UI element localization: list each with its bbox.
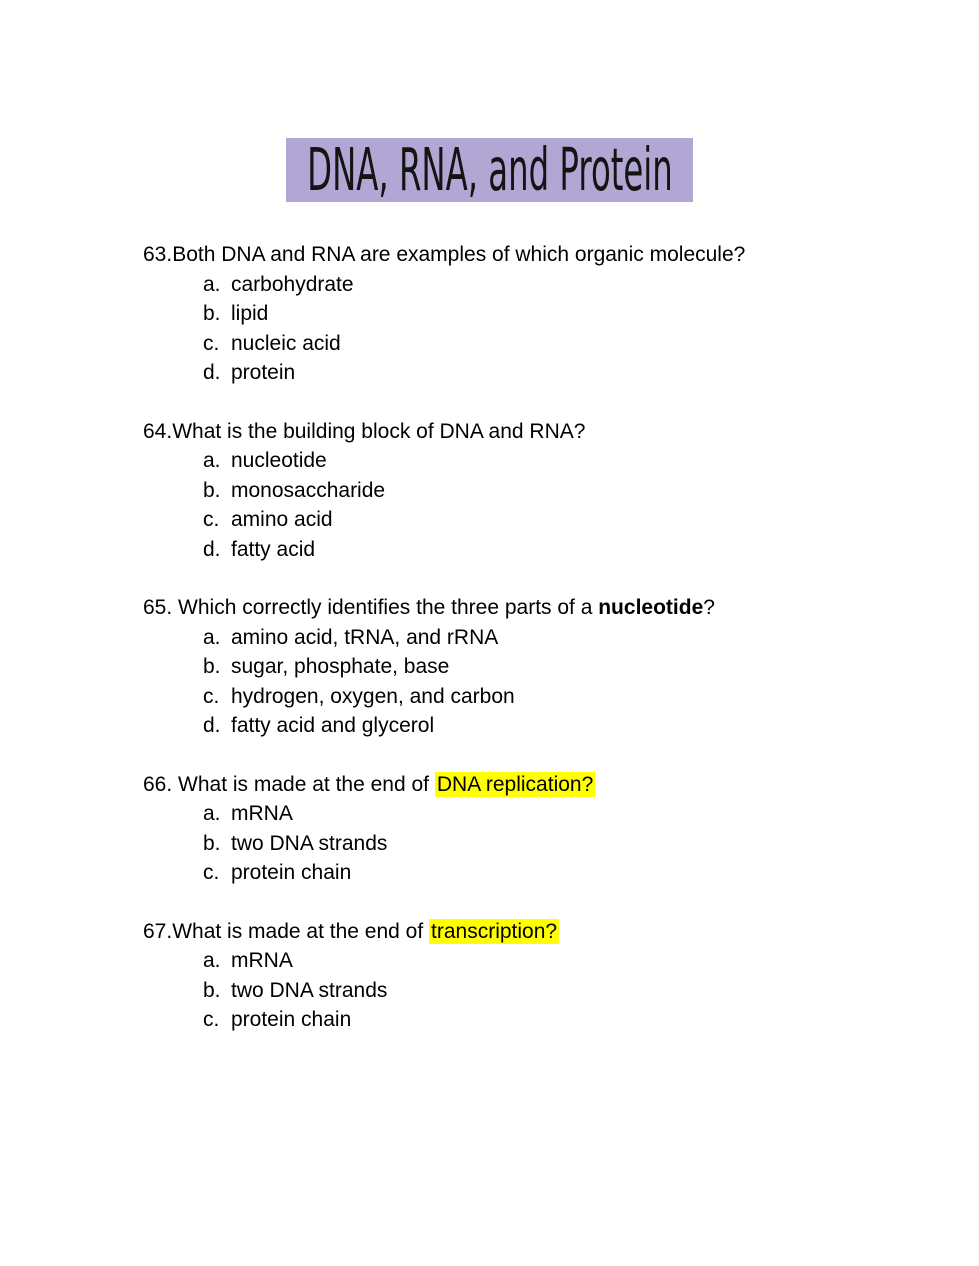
question-prompt xyxy=(143,917,863,947)
question-block xyxy=(143,417,863,565)
option-text: sugar, phosphate, base xyxy=(231,655,450,678)
option-row xyxy=(203,711,863,741)
option-text: hydrogen, oxygen, and carbon xyxy=(231,684,515,708)
option-text: amino acid xyxy=(231,508,333,531)
option-letter: d. xyxy=(203,537,221,561)
option-letter: b. xyxy=(203,302,221,325)
option-letter: a. xyxy=(203,949,221,972)
option-letter: c. xyxy=(203,331,220,355)
question-number: 67. xyxy=(143,919,173,943)
option-row xyxy=(203,270,863,300)
option-letter: a. xyxy=(203,449,221,472)
option-letter: c. xyxy=(203,1008,220,1031)
option-text: mRNA xyxy=(231,949,293,972)
question-block xyxy=(143,593,863,741)
prompt-text: Which correctly identifies the three parts of a xyxy=(172,596,599,619)
option-text: fatty acid and glycerol xyxy=(231,714,435,737)
prompt-text: Both DNA and RNA are examples of which organic molecule? xyxy=(172,243,746,266)
option-row xyxy=(203,799,863,829)
question-block xyxy=(143,917,863,1035)
option-text: amino acid, tRNA, and rRNA xyxy=(231,625,499,649)
option-letter: b. xyxy=(203,978,221,1002)
option-row xyxy=(203,505,863,535)
option-text: lipid xyxy=(231,302,269,325)
bold-term: nucleotide xyxy=(598,596,704,619)
option-letter: c. xyxy=(203,684,220,708)
option-row xyxy=(203,623,863,653)
option-letter: d. xyxy=(203,714,221,737)
option-text: protein chain xyxy=(231,861,352,884)
option-letter: b. xyxy=(203,831,221,855)
option-text: two DNA strands xyxy=(231,978,388,1002)
highlighted-term: DNA replication? xyxy=(436,772,594,796)
option-letter: a. xyxy=(203,272,221,296)
prompt-text: What is the building block of DNA and RNA? xyxy=(172,419,586,443)
highlighted-term: transcription? xyxy=(431,919,558,943)
option-letter: b. xyxy=(203,655,221,678)
option-letter: a. xyxy=(203,802,221,825)
option-letter: c. xyxy=(203,861,220,884)
option-row xyxy=(203,652,863,682)
prompt-text: What is made at the end of xyxy=(172,772,435,796)
option-text: fatty acid xyxy=(231,537,316,561)
option-row xyxy=(203,446,863,476)
option-text: nucleic acid xyxy=(231,331,341,355)
option-text: two DNA strands xyxy=(231,831,388,855)
option-text: mRNA xyxy=(231,802,293,825)
option-letter: c. xyxy=(203,508,220,531)
option-text: protein chain xyxy=(231,1008,352,1031)
option-letter: b. xyxy=(203,478,221,502)
option-row xyxy=(203,358,863,388)
option-row xyxy=(203,329,863,359)
question-prompt xyxy=(143,417,863,447)
option-letter: a. xyxy=(203,625,221,649)
question-number: 64. xyxy=(143,419,173,443)
question-number: 66. xyxy=(143,772,173,796)
option-text: monosaccharide xyxy=(231,478,386,502)
option-text: nucleotide xyxy=(231,449,327,472)
option-row xyxy=(203,299,863,329)
option-row xyxy=(203,976,863,1006)
option-row xyxy=(203,535,863,565)
questions xyxy=(143,240,863,1064)
question-prompt xyxy=(143,593,863,623)
question-block xyxy=(143,240,863,388)
option-row xyxy=(203,829,863,859)
option-text: protein xyxy=(231,361,296,384)
option-row xyxy=(203,476,863,506)
question-prompt xyxy=(143,770,863,800)
option-letter: d. xyxy=(203,361,221,384)
title-row xyxy=(0,135,979,204)
question-number: 65. xyxy=(143,596,173,619)
page-title: DNA, RNA, and Protein xyxy=(306,135,673,204)
option-text: carbohydrate xyxy=(231,272,354,296)
option-row xyxy=(203,682,863,712)
prompt-text: ? xyxy=(703,596,715,619)
prompt-text: What is made at the end of xyxy=(172,919,430,943)
question-prompt xyxy=(143,240,863,270)
option-row xyxy=(203,858,863,888)
option-row xyxy=(203,946,863,976)
question-block xyxy=(143,770,863,888)
title-highlight-bar xyxy=(286,135,693,204)
option-row xyxy=(203,1005,863,1035)
question-number: 63. xyxy=(143,243,173,266)
